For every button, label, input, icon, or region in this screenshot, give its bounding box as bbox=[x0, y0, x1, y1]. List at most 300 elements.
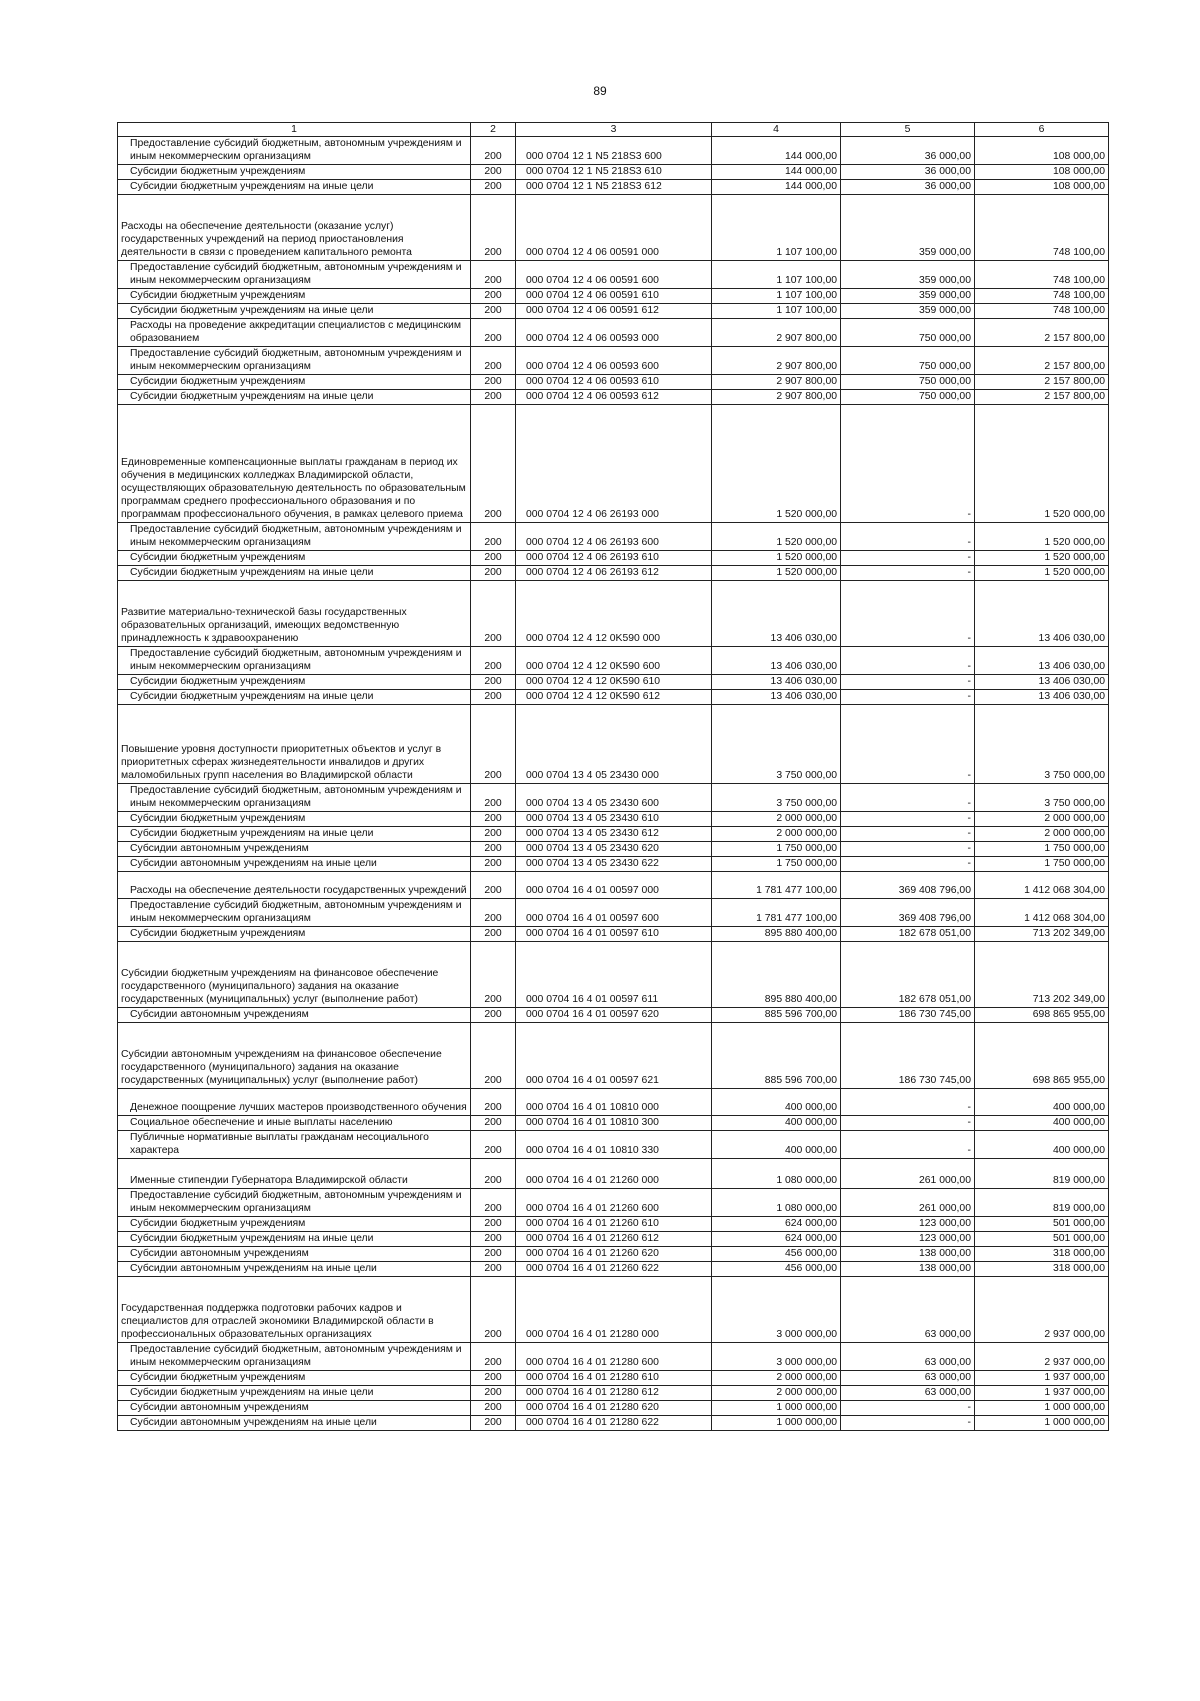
budget-code: 000 0704 12 1 N5 218S3 600 bbox=[516, 137, 712, 165]
item-name: Субсидии бюджетным учреждениям bbox=[118, 375, 471, 390]
admin-code: 200 bbox=[471, 705, 516, 784]
admin-code: 200 bbox=[471, 566, 516, 581]
item-name: Субсидии автономным учреждениям bbox=[118, 1247, 471, 1262]
item-name: Предоставление субсидий бюджетным, автономным учреждениям и иным некоммерческим организациям bbox=[118, 137, 471, 165]
amount-column-6: 3 750 000,00 bbox=[975, 705, 1109, 784]
amount-column-6: 1 750 000,00 bbox=[975, 842, 1109, 857]
amount-column-5: 750 000,00 bbox=[841, 390, 975, 405]
amount-column-6: 1 520 000,00 bbox=[975, 523, 1109, 551]
budget-code: 000 0704 12 4 06 00593 000 bbox=[516, 319, 712, 347]
amount-column-4: 400 000,00 bbox=[712, 1089, 841, 1116]
amount-column-5: - bbox=[841, 1416, 975, 1431]
item-name: Субсидии бюджетным учреждениям bbox=[118, 1217, 471, 1232]
table-row bbox=[118, 1159, 1109, 1189]
amount-column-6: 1 520 000,00 bbox=[975, 551, 1109, 566]
table-row bbox=[118, 1217, 1109, 1232]
amount-column-4: 144 000,00 bbox=[712, 137, 841, 165]
budget-code: 000 0704 16 4 01 21280 610 bbox=[516, 1371, 712, 1386]
amount-column-4: 2 907 800,00 bbox=[712, 375, 841, 390]
amount-column-5: 182 678 051,00 bbox=[841, 927, 975, 942]
item-name: Повышение уровня доступности приоритетных объектов и услуг в приоритетных сферах жизнедеятельности инвалидов и других маломобильных групп населения во Владимирской области bbox=[118, 705, 471, 784]
amount-column-6: 400 000,00 bbox=[975, 1116, 1109, 1131]
amount-column-6: 318 000,00 bbox=[975, 1247, 1109, 1262]
budget-code: 000 0704 12 4 06 26193 000 bbox=[516, 405, 712, 523]
amount-column-5: 359 000,00 bbox=[841, 289, 975, 304]
table-row bbox=[118, 566, 1109, 581]
budget-table bbox=[117, 122, 1109, 1431]
admin-code: 200 bbox=[471, 347, 516, 375]
budget-code: 000 0704 16 4 01 00597 600 bbox=[516, 899, 712, 927]
admin-code: 200 bbox=[471, 1262, 516, 1277]
admin-code: 200 bbox=[471, 1159, 516, 1189]
budget-code: 000 0704 12 4 06 00593 612 bbox=[516, 390, 712, 405]
table-header bbox=[118, 123, 1109, 137]
amount-column-6: 713 202 349,00 bbox=[975, 942, 1109, 1008]
amount-column-5: 63 000,00 bbox=[841, 1343, 975, 1371]
budget-code: 000 0704 16 4 01 21260 000 bbox=[516, 1159, 712, 1189]
budget-code: 000 0704 12 4 12 0K590 600 bbox=[516, 647, 712, 675]
item-name: Предоставление субсидий бюджетным, автономным учреждениям и иным некоммерческим организациям bbox=[118, 523, 471, 551]
amount-column-4: 885 596 700,00 bbox=[712, 1008, 841, 1023]
admin-code: 200 bbox=[471, 523, 516, 551]
amount-column-6: 2 157 800,00 bbox=[975, 390, 1109, 405]
amount-column-6: 13 406 030,00 bbox=[975, 647, 1109, 675]
budget-code: 000 0704 13 4 05 23430 000 bbox=[516, 705, 712, 784]
amount-column-6: 3 750 000,00 bbox=[975, 784, 1109, 812]
amount-column-4: 1 750 000,00 bbox=[712, 857, 841, 872]
amount-column-6: 2 157 800,00 bbox=[975, 347, 1109, 375]
header-row bbox=[118, 123, 1109, 137]
table-row bbox=[118, 784, 1109, 812]
amount-column-6: 2 157 800,00 bbox=[975, 319, 1109, 347]
item-name: Предоставление субсидий бюджетным, автономным учреждениям и иным некоммерческим организациям bbox=[118, 347, 471, 375]
budget-code: 000 0704 16 4 01 00597 000 bbox=[516, 872, 712, 899]
admin-code: 200 bbox=[471, 899, 516, 927]
budget-code: 000 0704 12 4 06 26193 612 bbox=[516, 566, 712, 581]
table-row bbox=[118, 195, 1109, 261]
item-name: Расходы на проведение аккредитации специалистов с медицинским образованием bbox=[118, 319, 471, 347]
amount-column-6: 698 865 955,00 bbox=[975, 1023, 1109, 1089]
amount-column-4: 13 406 030,00 bbox=[712, 675, 841, 690]
amount-column-6: 1 937 000,00 bbox=[975, 1371, 1109, 1386]
table-row bbox=[118, 375, 1109, 390]
item-name: Предоставление субсидий бюджетным, автономным учреждениям и иным некоммерческим организациям bbox=[118, 647, 471, 675]
amount-column-4: 2 907 800,00 bbox=[712, 319, 841, 347]
item-name: Именные стипендии Губернатора Владимирской области bbox=[118, 1159, 471, 1189]
amount-column-5: - bbox=[841, 812, 975, 827]
budget-code: 000 0704 16 4 01 00597 621 bbox=[516, 1023, 712, 1089]
item-name: Субсидии бюджетным учреждениям на иные цели bbox=[118, 690, 471, 705]
amount-column-5: - bbox=[841, 842, 975, 857]
amount-column-4: 2 000 000,00 bbox=[712, 1371, 841, 1386]
table-row bbox=[118, 165, 1109, 180]
amount-column-5: 750 000,00 bbox=[841, 375, 975, 390]
amount-column-6: 748 100,00 bbox=[975, 195, 1109, 261]
amount-column-4: 624 000,00 bbox=[712, 1217, 841, 1232]
amount-column-5: 36 000,00 bbox=[841, 137, 975, 165]
column-header: 3 bbox=[516, 123, 712, 137]
amount-column-4: 3 000 000,00 bbox=[712, 1343, 841, 1371]
amount-column-5: 186 730 745,00 bbox=[841, 1023, 975, 1089]
amount-column-5: - bbox=[841, 1116, 975, 1131]
amount-column-4: 13 406 030,00 bbox=[712, 690, 841, 705]
admin-code: 200 bbox=[471, 1189, 516, 1217]
table-row bbox=[118, 842, 1109, 857]
budget-code: 000 0704 13 4 05 23430 622 bbox=[516, 857, 712, 872]
amount-column-4: 2 000 000,00 bbox=[712, 1386, 841, 1401]
admin-code: 200 bbox=[471, 137, 516, 165]
amount-column-5: - bbox=[841, 784, 975, 812]
amount-column-4: 1 080 000,00 bbox=[712, 1189, 841, 1217]
table-row bbox=[118, 180, 1109, 195]
table-body bbox=[118, 137, 1109, 1431]
item-name: Субсидии бюджетным учреждениям bbox=[118, 675, 471, 690]
budget-code: 000 0704 16 4 01 21280 620 bbox=[516, 1401, 712, 1416]
admin-code: 200 bbox=[471, 1008, 516, 1023]
amount-column-5: 186 730 745,00 bbox=[841, 1008, 975, 1023]
table-row bbox=[118, 690, 1109, 705]
budget-code: 000 0704 12 4 06 26193 600 bbox=[516, 523, 712, 551]
admin-code: 200 bbox=[471, 581, 516, 647]
admin-code: 200 bbox=[471, 690, 516, 705]
admin-code: 200 bbox=[471, 784, 516, 812]
budget-code: 000 0704 16 4 01 00597 610 bbox=[516, 927, 712, 942]
item-name: Субсидии бюджетным учреждениям на иные цели bbox=[118, 304, 471, 319]
budget-code: 000 0704 16 4 01 21280 600 bbox=[516, 1343, 712, 1371]
table-row bbox=[118, 927, 1109, 942]
table-row bbox=[118, 1023, 1109, 1089]
amount-column-4: 144 000,00 bbox=[712, 165, 841, 180]
item-name: Субсидии бюджетным учреждениям на иные цели bbox=[118, 1232, 471, 1247]
amount-column-5: 138 000,00 bbox=[841, 1247, 975, 1262]
item-name: Социальное обеспечение и иные выплаты населению bbox=[118, 1116, 471, 1131]
amount-column-5: 359 000,00 bbox=[841, 304, 975, 319]
page-number: 89 bbox=[593, 84, 607, 98]
admin-code: 200 bbox=[471, 390, 516, 405]
admin-code: 200 bbox=[471, 842, 516, 857]
amount-column-5: - bbox=[841, 1131, 975, 1159]
admin-code: 200 bbox=[471, 1116, 516, 1131]
table-row bbox=[118, 1386, 1109, 1401]
table-row bbox=[118, 319, 1109, 347]
budget-code: 000 0704 16 4 01 21260 600 bbox=[516, 1189, 712, 1217]
budget-code: 000 0704 16 4 01 21260 612 bbox=[516, 1232, 712, 1247]
item-name: Предоставление субсидий бюджетным, автономным учреждениям и иным некоммерческим организациям bbox=[118, 1343, 471, 1371]
table-row bbox=[118, 1116, 1109, 1131]
table-row bbox=[118, 647, 1109, 675]
amount-column-4: 895 880 400,00 bbox=[712, 942, 841, 1008]
budget-code: 000 0704 12 1 N5 218S3 610 bbox=[516, 165, 712, 180]
table-row bbox=[118, 1247, 1109, 1262]
table-row bbox=[118, 827, 1109, 842]
amount-column-5: - bbox=[841, 1401, 975, 1416]
budget-code: 000 0704 12 4 12 0K590 612 bbox=[516, 690, 712, 705]
amount-column-4: 2 907 800,00 bbox=[712, 347, 841, 375]
table-row bbox=[118, 857, 1109, 872]
budget-code: 000 0704 16 4 01 21260 620 bbox=[516, 1247, 712, 1262]
admin-code: 200 bbox=[471, 1023, 516, 1089]
amount-column-6: 2 937 000,00 bbox=[975, 1277, 1109, 1343]
table-row bbox=[118, 1401, 1109, 1416]
item-name: Субсидии бюджетным учреждениям bbox=[118, 551, 471, 566]
budget-code: 000 0704 13 4 05 23430 600 bbox=[516, 784, 712, 812]
admin-code: 200 bbox=[471, 647, 516, 675]
amount-column-5: 36 000,00 bbox=[841, 165, 975, 180]
amount-column-4: 885 596 700,00 bbox=[712, 1023, 841, 1089]
amount-column-4: 1 107 100,00 bbox=[712, 289, 841, 304]
item-name: Субсидии автономным учреждениям на иные цели bbox=[118, 1262, 471, 1277]
amount-column-6: 1 412 068 304,00 bbox=[975, 899, 1109, 927]
admin-code: 200 bbox=[471, 872, 516, 899]
item-name: Субсидии автономным учреждениям на иные цели bbox=[118, 857, 471, 872]
item-name: Субсидии бюджетным учреждениям bbox=[118, 812, 471, 827]
admin-code: 200 bbox=[471, 195, 516, 261]
table-row bbox=[118, 1131, 1109, 1159]
admin-code: 200 bbox=[471, 942, 516, 1008]
amount-column-6: 748 100,00 bbox=[975, 261, 1109, 289]
budget-code: 000 0704 12 4 06 00591 610 bbox=[516, 289, 712, 304]
admin-code: 200 bbox=[471, 1386, 516, 1401]
amount-column-5: 182 678 051,00 bbox=[841, 942, 975, 1008]
amount-column-5: 369 408 796,00 bbox=[841, 899, 975, 927]
amount-column-5: - bbox=[841, 705, 975, 784]
table-row bbox=[118, 581, 1109, 647]
amount-column-6: 819 000,00 bbox=[975, 1159, 1109, 1189]
budget-code: 000 0704 13 4 05 23430 612 bbox=[516, 827, 712, 842]
amount-column-4: 1 520 000,00 bbox=[712, 405, 841, 523]
item-name: Предоставление субсидий бюджетным, автономным учреждениям и иным некоммерческим организациям bbox=[118, 899, 471, 927]
admin-code: 200 bbox=[471, 1343, 516, 1371]
table-row bbox=[118, 1343, 1109, 1371]
table-row bbox=[118, 1189, 1109, 1217]
amount-column-4: 1 781 477 100,00 bbox=[712, 872, 841, 899]
amount-column-6: 1 412 068 304,00 bbox=[975, 872, 1109, 899]
budget-code: 000 0704 12 4 12 0K590 000 bbox=[516, 581, 712, 647]
item-name: Субсидии автономным учреждениям bbox=[118, 842, 471, 857]
amount-column-4: 13 406 030,00 bbox=[712, 581, 841, 647]
admin-code: 200 bbox=[471, 812, 516, 827]
table-row bbox=[118, 1008, 1109, 1023]
budget-code: 000 0704 12 4 06 00591 612 bbox=[516, 304, 712, 319]
admin-code: 200 bbox=[471, 927, 516, 942]
amount-column-4: 1 781 477 100,00 bbox=[712, 899, 841, 927]
admin-code: 200 bbox=[471, 1089, 516, 1116]
amount-column-4: 1 107 100,00 bbox=[712, 304, 841, 319]
amount-column-4: 1 107 100,00 bbox=[712, 261, 841, 289]
amount-column-6: 400 000,00 bbox=[975, 1089, 1109, 1116]
table-row bbox=[118, 1371, 1109, 1386]
amount-column-5: 36 000,00 bbox=[841, 180, 975, 195]
amount-column-5: 369 408 796,00 bbox=[841, 872, 975, 899]
amount-column-5: 750 000,00 bbox=[841, 319, 975, 347]
item-name: Субсидии автономным учреждениям на иные цели bbox=[118, 1416, 471, 1431]
amount-column-5: 750 000,00 bbox=[841, 347, 975, 375]
amount-column-4: 3 750 000,00 bbox=[712, 784, 841, 812]
admin-code: 200 bbox=[471, 304, 516, 319]
table-row bbox=[118, 405, 1109, 523]
admin-code: 200 bbox=[471, 289, 516, 304]
item-name: Субсидии бюджетным учреждениям на финансовое обеспечение государственного (муниципального) задания на оказание государственных (муниципальных) услуг (выполнение работ) bbox=[118, 942, 471, 1008]
amount-column-6: 1 937 000,00 bbox=[975, 1386, 1109, 1401]
amount-column-4: 400 000,00 bbox=[712, 1116, 841, 1131]
column-header: 6 bbox=[975, 123, 1109, 137]
item-name: Публичные нормативные выплаты гражданам несоциального характера bbox=[118, 1131, 471, 1159]
amount-column-5: - bbox=[841, 827, 975, 842]
table-row bbox=[118, 523, 1109, 551]
column-header: 5 bbox=[841, 123, 975, 137]
amount-column-5: 359 000,00 bbox=[841, 261, 975, 289]
item-name: Субсидии бюджетным учреждениям bbox=[118, 289, 471, 304]
budget-code: 000 0704 12 4 06 00591 000 bbox=[516, 195, 712, 261]
admin-code: 200 bbox=[471, 261, 516, 289]
budget-code: 000 0704 13 4 05 23430 620 bbox=[516, 842, 712, 857]
budget-code: 000 0704 16 4 01 21260 610 bbox=[516, 1217, 712, 1232]
amount-column-6: 108 000,00 bbox=[975, 165, 1109, 180]
budget-code: 000 0704 16 4 01 21280 000 bbox=[516, 1277, 712, 1343]
admin-code: 200 bbox=[471, 1416, 516, 1431]
table-row bbox=[118, 1262, 1109, 1277]
column-header: 2 bbox=[471, 123, 516, 137]
amount-column-6: 2 000 000,00 bbox=[975, 812, 1109, 827]
admin-code: 200 bbox=[471, 1277, 516, 1343]
table-row bbox=[118, 289, 1109, 304]
amount-column-4: 1 520 000,00 bbox=[712, 566, 841, 581]
item-name: Субсидии бюджетным учреждениям bbox=[118, 165, 471, 180]
amount-column-6: 1 520 000,00 bbox=[975, 405, 1109, 523]
item-name: Субсидии автономным учреждениям на финансовое обеспечение государственного (муниципального) задания на оказание государственных (муниципальных) услуг (выполнение работ) bbox=[118, 1023, 471, 1089]
item-name: Расходы на обеспечение деятельности государственных учреждений bbox=[118, 872, 471, 899]
item-name: Субсидии бюджетным учреждениям bbox=[118, 1371, 471, 1386]
amount-column-4: 1 520 000,00 bbox=[712, 551, 841, 566]
amount-column-4: 895 880 400,00 bbox=[712, 927, 841, 942]
amount-column-4: 3 000 000,00 bbox=[712, 1277, 841, 1343]
budget-code: 000 0704 16 4 01 21280 612 bbox=[516, 1386, 712, 1401]
amount-column-5: 359 000,00 bbox=[841, 195, 975, 261]
amount-column-4: 1 000 000,00 bbox=[712, 1416, 841, 1431]
amount-column-6: 13 406 030,00 bbox=[975, 690, 1109, 705]
amount-column-4: 1 080 000,00 bbox=[712, 1159, 841, 1189]
admin-code: 200 bbox=[471, 857, 516, 872]
table-row bbox=[118, 347, 1109, 375]
admin-code: 200 bbox=[471, 319, 516, 347]
amount-column-5: 138 000,00 bbox=[841, 1262, 975, 1277]
admin-code: 200 bbox=[471, 1247, 516, 1262]
amount-column-5: - bbox=[841, 405, 975, 523]
amount-column-6: 713 202 349,00 bbox=[975, 927, 1109, 942]
amount-column-4: 400 000,00 bbox=[712, 1131, 841, 1159]
amount-column-5: 63 000,00 bbox=[841, 1277, 975, 1343]
item-name: Субсидии автономным учреждениям bbox=[118, 1008, 471, 1023]
amount-column-6: 318 000,00 bbox=[975, 1262, 1109, 1277]
table-row bbox=[118, 705, 1109, 784]
amount-column-5: 63 000,00 bbox=[841, 1371, 975, 1386]
budget-code: 000 0704 16 4 01 10810 000 bbox=[516, 1089, 712, 1116]
amount-column-5: - bbox=[841, 857, 975, 872]
item-name: Единовременные компенсационные выплаты гражданам в период их обучения в медицинских колледжах Владимирской области, осуществляющих образовательную деятельность по образовательным программам среднего профессионального образования и по программам профессионального обучения, в рамках целевого приема bbox=[118, 405, 471, 523]
amount-column-5: - bbox=[841, 566, 975, 581]
budget-code: 000 0704 16 4 01 10810 300 bbox=[516, 1116, 712, 1131]
amount-column-5: 261 000,00 bbox=[841, 1189, 975, 1217]
admin-code: 200 bbox=[471, 375, 516, 390]
admin-code: 200 bbox=[471, 180, 516, 195]
budget-code: 000 0704 16 4 01 21280 622 bbox=[516, 1416, 712, 1431]
budget-code: 000 0704 12 4 06 00593 610 bbox=[516, 375, 712, 390]
amount-column-4: 3 750 000,00 bbox=[712, 705, 841, 784]
amount-column-4: 1 107 100,00 bbox=[712, 195, 841, 261]
budget-code: 000 0704 16 4 01 10810 330 bbox=[516, 1131, 712, 1159]
budget-code: 000 0704 13 4 05 23430 610 bbox=[516, 812, 712, 827]
amount-column-5: - bbox=[841, 1089, 975, 1116]
amount-column-6: 1 520 000,00 bbox=[975, 566, 1109, 581]
amount-column-6: 13 406 030,00 bbox=[975, 581, 1109, 647]
item-name: Расходы на обеспечение деятельности (оказание услуг) государственных учреждений на период приостановления деятельности в связи с проведением капитального ремонта bbox=[118, 195, 471, 261]
admin-code: 200 bbox=[471, 827, 516, 842]
item-name: Предоставление субсидий бюджетным, автономным учреждениям и иным некоммерческим организациям bbox=[118, 1189, 471, 1217]
admin-code: 200 bbox=[471, 1131, 516, 1159]
amount-column-6: 501 000,00 bbox=[975, 1232, 1109, 1247]
amount-column-5: - bbox=[841, 523, 975, 551]
amount-column-4: 624 000,00 bbox=[712, 1232, 841, 1247]
budget-code: 000 0704 16 4 01 00597 611 bbox=[516, 942, 712, 1008]
amount-column-5: 261 000,00 bbox=[841, 1159, 975, 1189]
item-name: Государственная поддержка подготовки рабочих кадров и специалистов для отраслей экономики Владимирской области в профессиональных образовательных организациях bbox=[118, 1277, 471, 1343]
amount-column-4: 2 907 800,00 bbox=[712, 390, 841, 405]
column-header: 4 bbox=[712, 123, 841, 137]
table-row bbox=[118, 261, 1109, 289]
item-name: Субсидии бюджетным учреждениям на иные цели bbox=[118, 1386, 471, 1401]
budget-code: 000 0704 12 4 06 00591 600 bbox=[516, 261, 712, 289]
amount-column-6: 748 100,00 bbox=[975, 304, 1109, 319]
column-header: 1 bbox=[118, 123, 471, 137]
admin-code: 200 bbox=[471, 165, 516, 180]
amount-column-5: - bbox=[841, 647, 975, 675]
amount-column-6: 819 000,00 bbox=[975, 1189, 1109, 1217]
admin-code: 200 bbox=[471, 1232, 516, 1247]
admin-code: 200 bbox=[471, 1217, 516, 1232]
amount-column-4: 456 000,00 bbox=[712, 1247, 841, 1262]
table-row bbox=[118, 1277, 1109, 1343]
admin-code: 200 bbox=[471, 405, 516, 523]
amount-column-6: 2 000 000,00 bbox=[975, 827, 1109, 842]
admin-code: 200 bbox=[471, 1371, 516, 1386]
item-name: Субсидии бюджетным учреждениям bbox=[118, 927, 471, 942]
amount-column-6: 13 406 030,00 bbox=[975, 675, 1109, 690]
budget-code: 000 0704 16 4 01 21260 622 bbox=[516, 1262, 712, 1277]
amount-column-4: 2 000 000,00 bbox=[712, 812, 841, 827]
amount-column-5: - bbox=[841, 675, 975, 690]
table-row bbox=[118, 390, 1109, 405]
table-row bbox=[118, 942, 1109, 1008]
amount-column-6: 108 000,00 bbox=[975, 180, 1109, 195]
item-name: Денежное поощрение лучших мастеров производственного обучения bbox=[118, 1089, 471, 1116]
table-row bbox=[118, 551, 1109, 566]
table-row bbox=[118, 872, 1109, 899]
budget-code: 000 0704 12 4 06 00593 600 bbox=[516, 347, 712, 375]
item-name: Субсидии автономным учреждениям bbox=[118, 1401, 471, 1416]
table-row bbox=[118, 812, 1109, 827]
amount-column-4: 1 520 000,00 bbox=[712, 523, 841, 551]
amount-column-4: 456 000,00 bbox=[712, 1262, 841, 1277]
amount-column-5: 123 000,00 bbox=[841, 1232, 975, 1247]
amount-column-6: 1 750 000,00 bbox=[975, 857, 1109, 872]
table-row bbox=[118, 137, 1109, 165]
amount-column-6: 2 157 800,00 bbox=[975, 375, 1109, 390]
item-name: Развитие материально-технической базы государственных образовательных организаций, имеющих ведомственную принадлежность к здравоохранению bbox=[118, 581, 471, 647]
table-row bbox=[118, 675, 1109, 690]
item-name: Субсидии бюджетным учреждениям на иные цели bbox=[118, 390, 471, 405]
table-row bbox=[118, 899, 1109, 927]
amount-column-5: 63 000,00 bbox=[841, 1386, 975, 1401]
